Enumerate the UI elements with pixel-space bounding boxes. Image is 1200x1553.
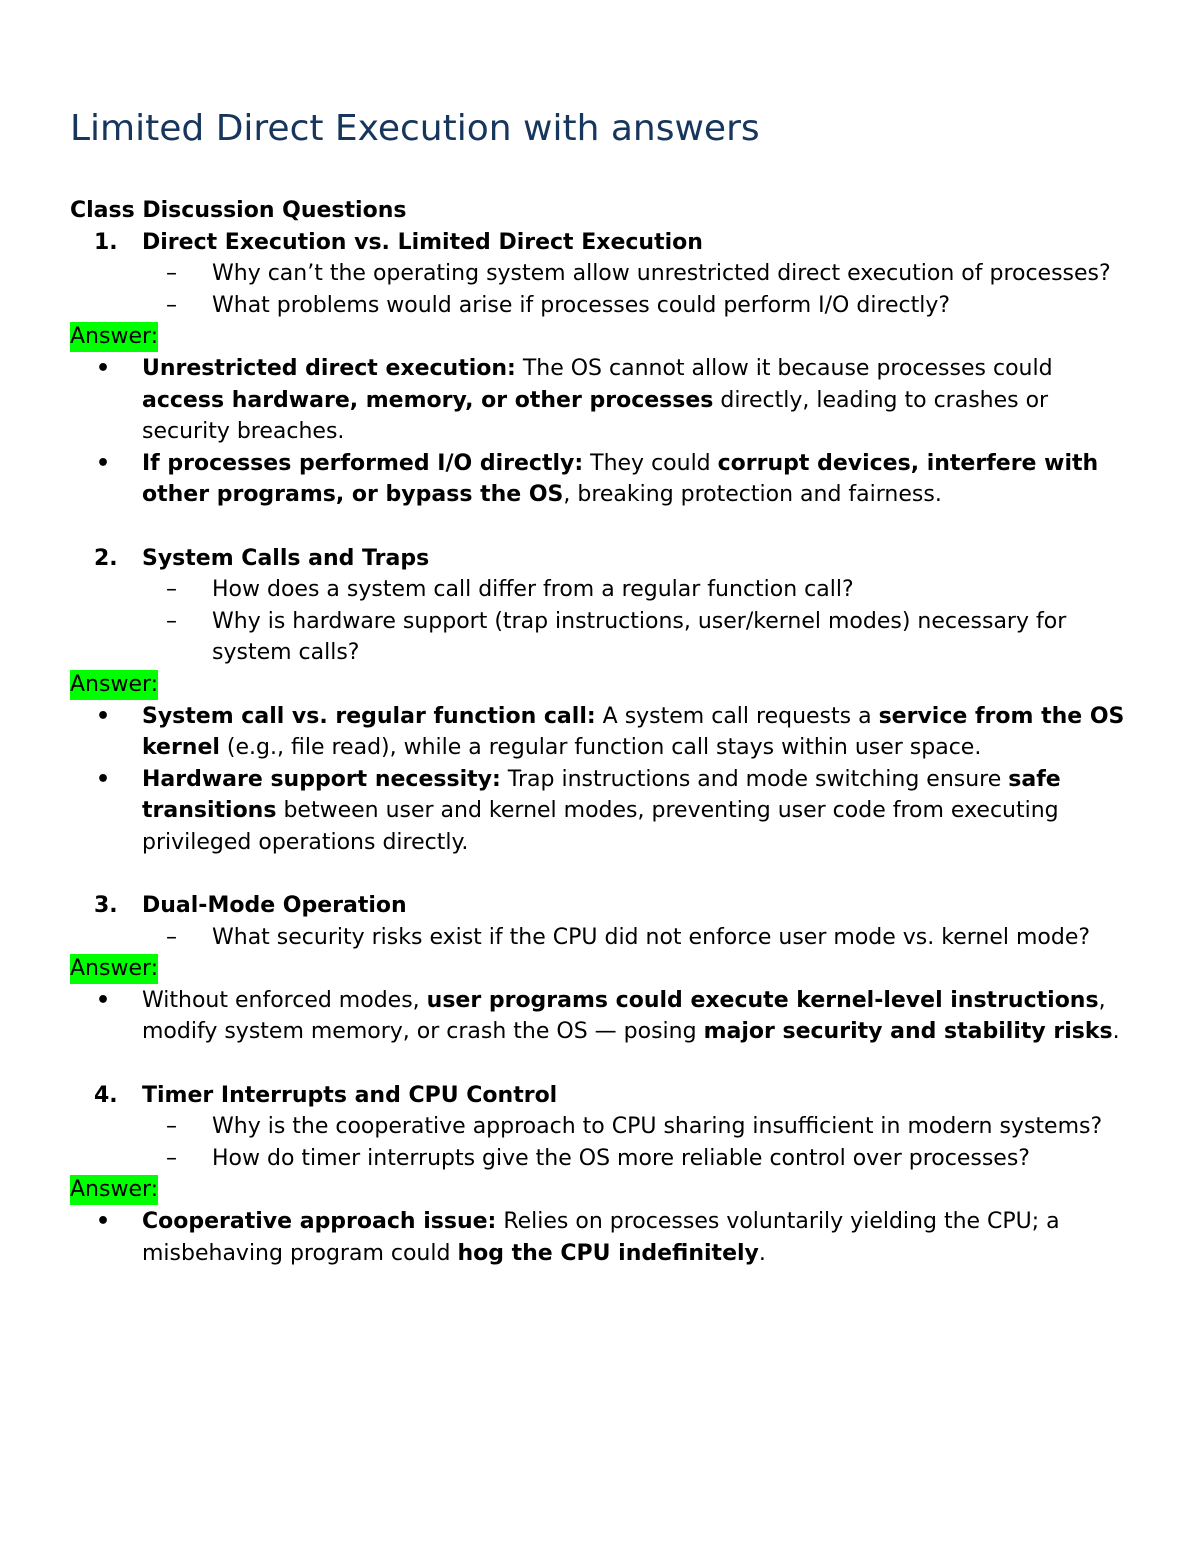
sub-question (70, 290, 1140, 322)
answer-segment: Relies on processes voluntarily yielding the CPU; a misbehaving program could (142, 1209, 1060, 1266)
question-title: Direct Execution vs. Limited Direct Execution (142, 229, 703, 255)
sub-question (70, 922, 1140, 954)
answer-emphasis: service from the OS kernel (142, 703, 1125, 761)
question-title: Dual-Mode Operation (142, 893, 407, 919)
answer-segment: They could (583, 450, 718, 476)
answer-label-row (70, 1174, 1140, 1206)
question-number: 1. (94, 229, 118, 255)
answer-segment: . (1112, 1019, 1120, 1045)
answer-segment: Trap instructions and mode switching ensure (500, 766, 1009, 792)
bullet-marker: • (96, 450, 111, 476)
document-body (70, 195, 1140, 1269)
question-spacer (70, 1048, 1140, 1080)
question-title: Timer Interrupts and CPU Control (142, 1082, 558, 1108)
sub-question-text: What problems would arise if processes could perform I/O directly? (212, 292, 951, 318)
answer-segment: , modify system memory, or crash the OS — posing (142, 987, 1106, 1045)
bullet-marker: • (96, 1209, 111, 1234)
answer-segment: between user and kernel modes, preventing user code from executing privileged operations directly. (142, 798, 1059, 855)
answer-emphasis: major security and stability risks (703, 1019, 1113, 1045)
bullet-marker: • (96, 766, 111, 792)
dash-marker: – (166, 1145, 177, 1171)
answer-segment: (e.g., file read), while a regular function call stays within user space. (219, 735, 982, 761)
bullet-marker: • (96, 987, 111, 1013)
question-heading (70, 890, 1140, 922)
answer-label-row (70, 953, 1140, 985)
question-list (70, 227, 1140, 1270)
dash-marker: – (166, 924, 177, 950)
answer-emphasis: If processes performed I/O directly: (142, 450, 584, 476)
answer-label: Answer: (70, 954, 158, 984)
sub-question (70, 574, 1140, 606)
sub-question-text: What security risks exist if the CPU did not enforce user mode vs. kernel mode? (212, 924, 1091, 950)
sub-question-text: Why can’t the operating system allow unrestricted direct execution of processes? (212, 261, 1111, 287)
sub-question-text: Why is the cooperative approach to CPU sharing insufficient in modern systems? (212, 1114, 1103, 1140)
question-title: System Calls and Traps (142, 545, 430, 571)
answer-emphasis: safe transitions (142, 766, 1061, 824)
answer-text (142, 451, 1098, 508)
answer-label: Answer: (70, 1175, 158, 1205)
answer-label-row (70, 321, 1140, 353)
question-number: 4. (94, 1082, 118, 1108)
question-number: 3. (94, 893, 118, 919)
answer-text (142, 356, 1053, 444)
sub-question-text: Why is hardware support (trap instructions, user/kernel modes) necessary for system calls? (212, 608, 1067, 666)
answer-text (142, 767, 1061, 855)
bullet-marker: • (96, 703, 111, 729)
question-heading (70, 543, 1140, 575)
answer-emphasis: access hardware, memory, or other processes (142, 387, 714, 413)
answer-segment: The OS cannot allow it because processes could (515, 355, 1053, 381)
sub-question (70, 258, 1140, 290)
dash-marker: – (166, 608, 177, 634)
answer-label-row (70, 669, 1140, 701)
answer-emphasis: Cooperative approach issue: (142, 1209, 497, 1234)
answer-emphasis: user programs could execute kernel-level instructions (426, 987, 1099, 1013)
answer-emphasis: corrupt devices, interfere with other programs, or bypass the OS (142, 450, 1099, 508)
document-title: Limited Direct Execution with answers (70, 108, 760, 149)
answer-segment: directly, leading to crashes or security breaches. (142, 387, 1049, 445)
answer-bullet (70, 764, 1140, 859)
sub-question (70, 1143, 1140, 1175)
answer-bullet (70, 985, 1140, 1048)
answer-segment: , breaking protection and fairness. (563, 482, 942, 508)
answer-text (142, 1209, 1060, 1266)
answer-segment: Without enforced modes, (142, 987, 427, 1013)
dash-marker: – (166, 261, 177, 287)
answer-bullet (70, 701, 1140, 764)
answer-emphasis: System call vs. regular function call: (142, 703, 596, 729)
sub-question (70, 606, 1140, 669)
question-heading (70, 1080, 1140, 1112)
dash-marker: – (166, 1114, 177, 1140)
bullet-marker: • (96, 355, 111, 381)
question-spacer (70, 858, 1140, 890)
answer-bullet (70, 1206, 1140, 1269)
answer-label: Answer: (70, 670, 158, 700)
answer-label: Answer: (70, 322, 158, 352)
answer-text (142, 988, 1120, 1045)
dash-marker: – (166, 577, 177, 603)
answer-bullet (70, 353, 1140, 448)
sub-question (70, 1111, 1140, 1143)
answer-emphasis: Hardware support necessity: (142, 766, 501, 792)
question-heading (70, 227, 1140, 259)
answer-emphasis: hog the CPU indefinitely (457, 1240, 759, 1266)
answer-emphasis: Unrestricted direct execution: (142, 355, 516, 381)
question-spacer (70, 511, 1140, 543)
answer-bullet (70, 448, 1140, 511)
dash-marker: – (166, 292, 177, 318)
answer-segment: . (758, 1240, 766, 1266)
sub-question-text: How does a system call differ from a regular function call? (212, 577, 854, 603)
section-heading: Class Discussion Questions (70, 198, 407, 223)
answer-segment: A system call requests a (595, 703, 879, 729)
sub-question-text: How do timer interrupts give the OS more reliable control over processes? (212, 1145, 1030, 1171)
answer-text (142, 704, 1124, 761)
question-number: 2. (94, 545, 118, 571)
